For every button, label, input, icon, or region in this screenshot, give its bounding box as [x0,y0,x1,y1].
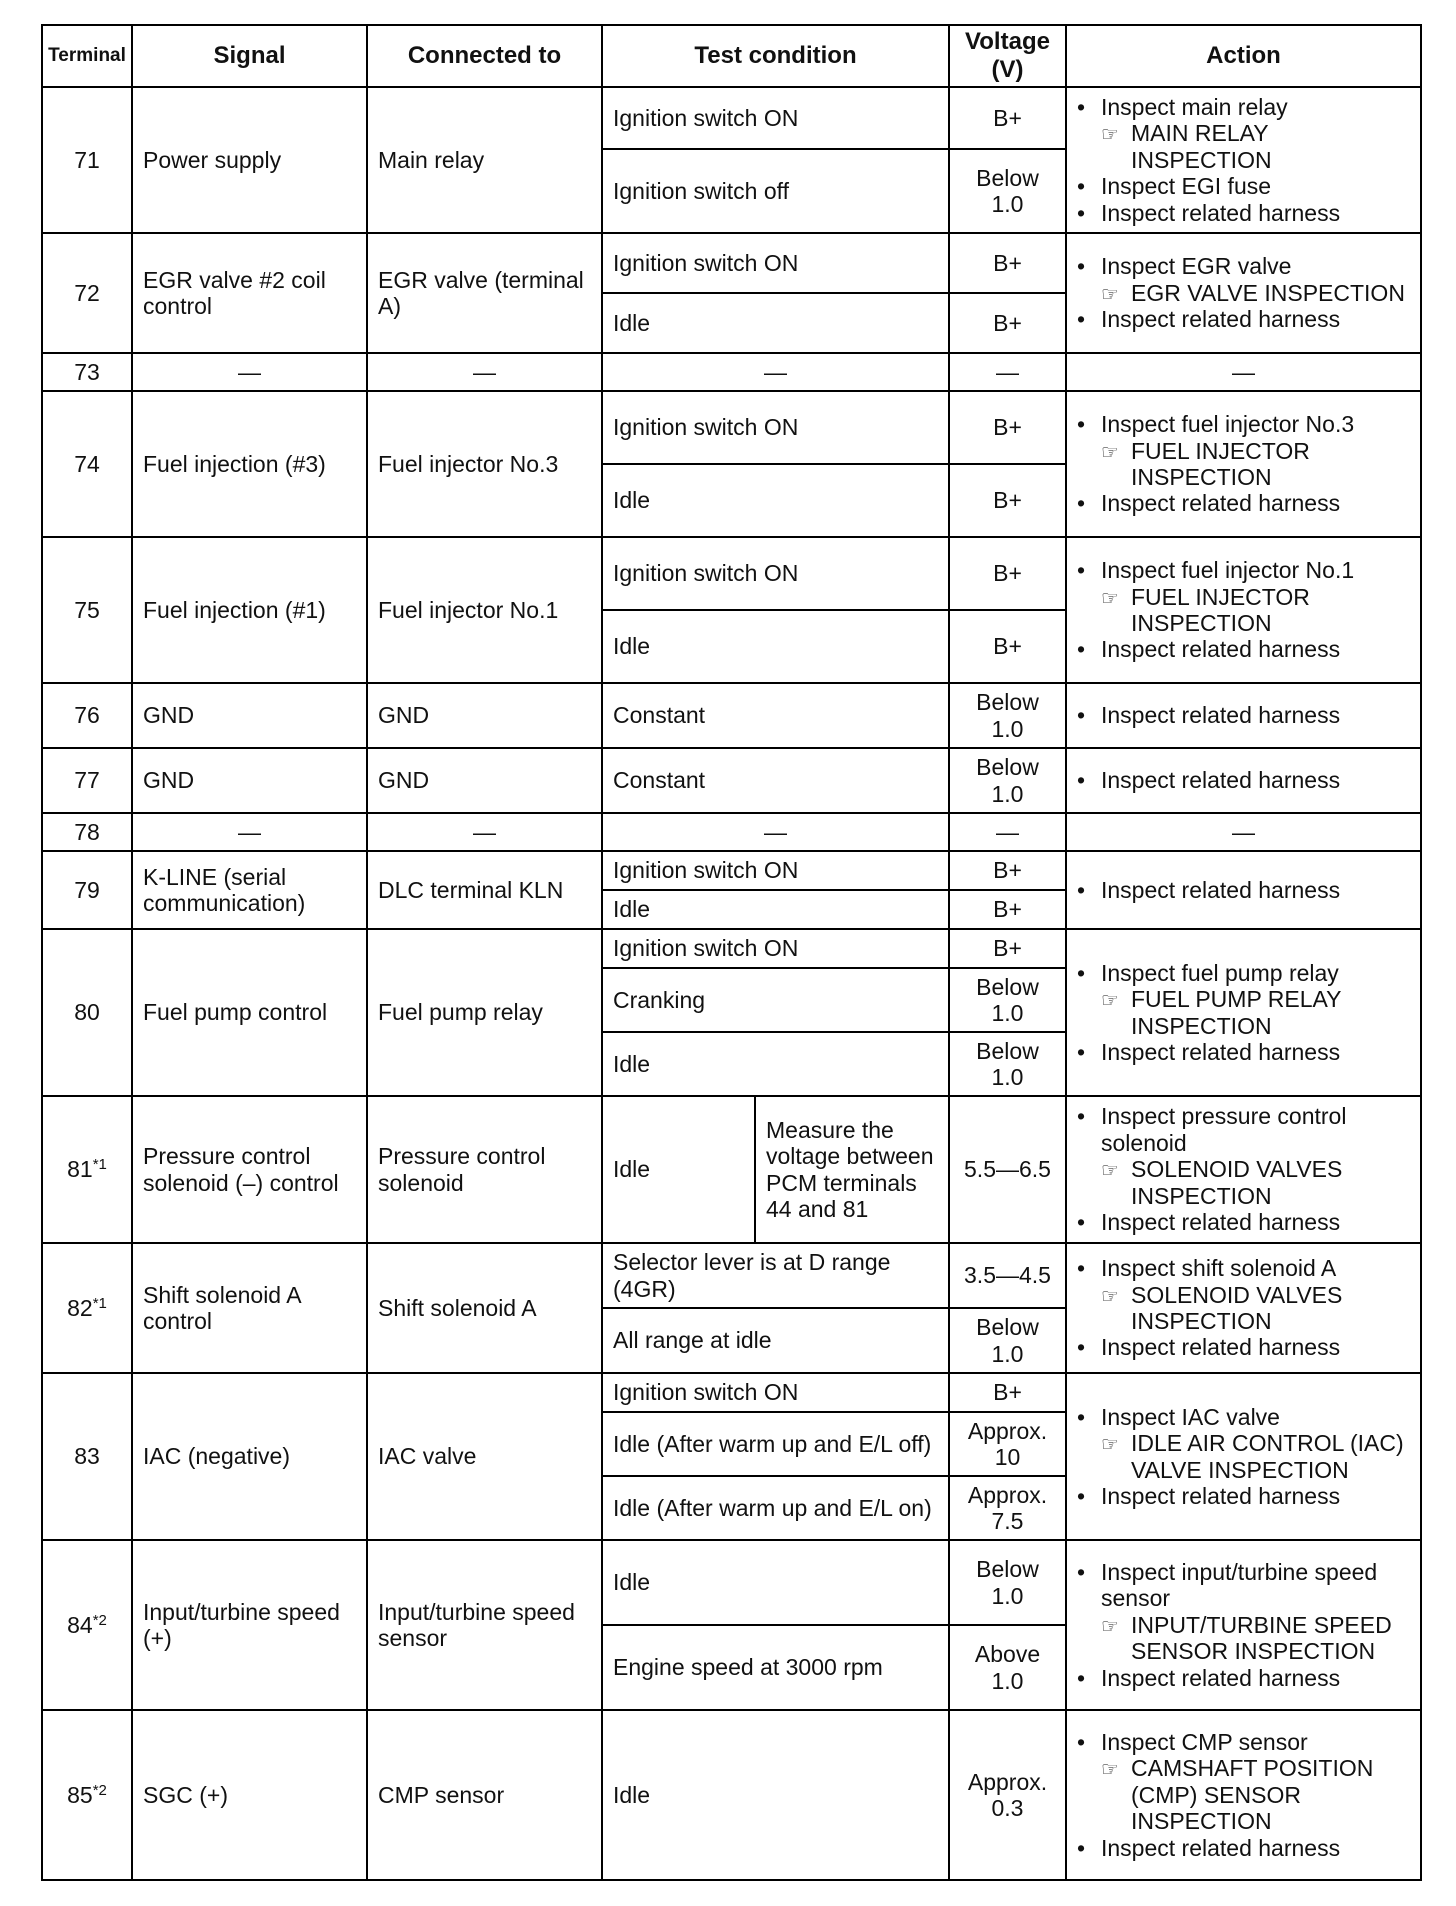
action-item: • Inspect related harness [1077,702,1341,729]
signal-cell: — [132,353,367,391]
terminal-cell: 80 [42,929,132,1096]
signal-cell: Fuel pump control [132,929,367,1096]
terminal-cell: 76 [42,683,132,748]
connected-cell: Fuel injector No.3 [367,391,602,537]
reference-link[interactable]: ☞ CAMSHAFT POSITION (CMP) SENSOR INSPECTION [1101,1755,1374,1835]
reference-link[interactable]: ☞ MAIN RELAY INSPECTION [1101,120,1272,173]
action-cell [1066,1540,1421,1710]
action-cell [1066,929,1421,1096]
action-cell [1066,683,1421,748]
bullet-icon: • [1077,1103,1086,1130]
table-row [42,391,1421,464]
header-voltage: Voltage (V) [949,25,1066,87]
signal-cell: Shift solenoid A control [132,1243,367,1373]
voltage-cell: B+ [949,1373,1066,1412]
connected-cell: Fuel pump relay [367,929,602,1096]
voltage-cell: Approx. 7.5 [949,1476,1066,1540]
header-action: Action [1066,25,1421,87]
terminal-voltage-table [41,24,1422,1881]
bullet-icon: • [1077,1403,1086,1430]
voltage-cell: Below 1.0 [949,683,1066,748]
bullet-icon: • [1077,490,1086,517]
test-condition-cell: Ignition switch ON [602,1373,949,1412]
test-condition-cell: Idle [602,890,949,929]
table-row [42,1540,1421,1625]
signal-cell: Fuel injection (#1) [132,537,367,683]
header-row [42,25,1421,87]
action-cell [1066,1373,1421,1540]
action-item: • Inspect fuel injector No.1 [1077,557,1355,584]
table-row [42,233,1421,293]
voltage-cell: — [949,353,1066,391]
bullet-icon: • [1077,306,1086,333]
signal-cell: IAC (negative) [132,1373,367,1540]
terminal-cell: 85$^{*2}$ [42,1710,132,1880]
reference-link[interactable]: ☞ FUEL INJECTOR INSPECTION [1101,583,1310,636]
signal-cell: GND [132,748,367,813]
signal-cell: Pressure control solenoid (–) control [132,1096,367,1243]
terminal-cell: 81$^{*1}$ [42,1096,132,1243]
terminal-cell: 78 [42,813,132,851]
voltage-cell: B+ [949,87,1066,149]
bullet-icon: • [1077,636,1086,663]
signal-cell: GND [132,683,367,748]
test-condition-cell: Engine speed at 3000 rpm [602,1625,949,1710]
test-condition-cell: Ignition switch ON [602,233,949,293]
hand-pointer-icon: ☞ [1101,1434,1119,1457]
action-cell [1066,1096,1421,1243]
action-item: • Inspect related harness [1077,490,1341,517]
bullet-icon: • [1077,93,1086,120]
bullet-icon: • [1077,1664,1086,1691]
terminal-cell: 77 [42,748,132,813]
connected-cell: GND [367,683,602,748]
action-item: • Inspect fuel injector No.3 [1077,411,1355,438]
hand-pointer-icon: ☞ [1101,1759,1119,1782]
signal-cell: Power supply [132,87,367,233]
header-signal: Signal [132,25,367,87]
bullet-icon: • [1077,1209,1086,1236]
action-cell [1066,537,1421,683]
action-cell [1066,233,1421,353]
hand-pointer-icon: ☞ [1101,124,1119,147]
footnote-mark: *1 [92,1294,107,1312]
terminal-cell: 84$^{*2}$ [42,1540,132,1710]
terminal-cell: 83 [42,1373,132,1540]
test-condition-cell: Cranking [602,968,949,1032]
voltage-cell: B+ [949,293,1066,353]
reference-link[interactable]: ☞ INPUT/TURBINE SPEED SENSOR INSPECTION [1101,1611,1392,1665]
terminal-cell: 75 [42,537,132,683]
action-item: • Inspect related harness [1077,876,1341,903]
action-item: • Inspect related harness [1077,1209,1341,1236]
connected-cell: EGR valve (terminal A) [367,233,602,353]
signal-cell: — [132,813,367,851]
action-item: • Inspect related harness [1077,1334,1341,1361]
action-item: • Inspect related harness [1077,306,1341,333]
test-condition-cell: — [602,353,949,391]
action-item: • Inspect IAC valve [1077,1403,1280,1430]
table-row [42,87,1421,149]
footnote-mark: *2 [92,1781,107,1799]
bullet-icon: • [1077,411,1086,438]
test-condition-cell: Ignition switch ON [602,537,949,610]
hand-pointer-icon: ☞ [1101,1285,1119,1308]
voltage-cell: Below 1.0 [949,968,1066,1032]
hand-pointer-icon: ☞ [1101,990,1119,1013]
reference-link[interactable]: ☞ EGR VALVE INSPECTION [1101,279,1405,306]
table-row [42,851,1421,890]
test-condition-cell: Idle [602,1540,949,1625]
action-item: • Inspect related harness [1077,767,1341,794]
reference-link[interactable]: ☞ FUEL INJECTOR INSPECTION [1101,437,1310,490]
hand-pointer-icon: ☞ [1101,283,1119,306]
table-row [42,1243,1421,1308]
bullet-icon: • [1077,702,1086,729]
voltage-cell: Approx. 10 [949,1412,1066,1476]
voltage-cell: B+ [949,464,1066,537]
action-item: • Inspect related harness [1077,1482,1341,1509]
hand-pointer-icon: ☞ [1101,441,1119,464]
voltage-cell: Below 1.0 [949,1308,1066,1373]
header-terminal: Terminal [42,25,132,87]
voltage-cell: 5.5—6.5 [949,1096,1066,1243]
action-item: • Inspect fuel pump relay [1077,959,1339,986]
bullet-icon: • [1077,1334,1086,1361]
hand-pointer-icon: ☞ [1101,1160,1119,1183]
action-cell [1066,391,1421,537]
test-condition-cell: Idle [602,1032,949,1096]
terminal-cell: 74 [42,391,132,537]
test-condition-cell: Idle (After warm up and E/L on) [602,1476,949,1540]
voltage-cell: B+ [949,233,1066,293]
action-item: • Inspect EGI fuse [1077,173,1272,200]
test-condition-cell: Idle [602,1710,949,1880]
reference-link[interactable]: ☞ SOLENOID VALVES INSPECTION [1101,1156,1343,1209]
action-item: • Inspect input/turbine speed sensor [1077,1558,1378,1612]
connected-cell: Pressure control solenoid [367,1096,602,1243]
voltage-cell: Below 1.0 [949,748,1066,813]
table-row [42,748,1421,813]
voltage-cell: Below 1.0 [949,1540,1066,1625]
table-row [42,683,1421,748]
voltage-cell: B+ [949,851,1066,890]
voltage-cell: B+ [949,391,1066,464]
test-condition-cell: Constant [602,683,949,748]
bullet-icon: • [1077,1834,1086,1861]
test-note-cell: Measure the voltage between PCM terminals 44 and 81 [755,1096,949,1243]
bullet-icon: • [1077,1038,1086,1065]
footnote-mark: *1 [92,1156,107,1174]
bullet-icon: • [1077,1558,1086,1585]
test-condition-cell: Idle [602,1096,755,1243]
connected-cell: — [367,813,602,851]
signal-cell: SGC (+) [132,1710,367,1880]
voltage-cell: 3.5—4.5 [949,1243,1066,1308]
terminal-cell: 72 [42,233,132,353]
connected-cell: Shift solenoid A [367,1243,602,1373]
action-cell [1066,748,1421,813]
action-cell [1066,851,1421,929]
action-cell: — [1066,353,1421,391]
action-item: • Inspect related harness [1077,1038,1341,1065]
action-cell: — [1066,813,1421,851]
action-cell [1066,1710,1421,1880]
header-test-condition: Test condition [602,25,949,87]
reference-link[interactable]: ☞ FUEL PUMP RELAY INSPECTION [1101,986,1342,1039]
action-item: • Inspect related harness [1077,199,1341,226]
connected-cell: — [367,353,602,391]
reference-link[interactable]: ☞ IDLE AIR CONTROL (IAC) VALVE INSPECTION [1101,1430,1404,1483]
table-row [42,353,1421,391]
connected-cell: CMP sensor [367,1710,602,1880]
action-cell [1066,1243,1421,1373]
connected-cell: DLC terminal KLN [367,851,602,929]
test-condition-cell: Ignition switch ON [602,391,949,464]
test-condition-cell: Idle [602,464,949,537]
footnote-mark: *2 [92,1611,107,1629]
action-item: • Inspect main relay [1077,93,1288,120]
signal-cell: K-LINE (serial communication) [132,851,367,929]
bullet-icon: • [1077,173,1086,200]
test-condition-cell: Selector lever is at D range (4GR) [602,1243,949,1308]
action-item: • Inspect related harness [1077,1834,1341,1861]
signal-cell: EGR valve #2 coil control [132,233,367,353]
test-condition-cell: All range at idle [602,1308,949,1373]
action-item: • Inspect CMP sensor [1077,1728,1308,1755]
connected-cell: IAC valve [367,1373,602,1540]
signal-cell: Fuel injection (#3) [132,391,367,537]
test-condition-cell: Constant [602,748,949,813]
voltage-cell: Above 1.0 [949,1625,1066,1710]
test-condition-cell: Idle [602,610,949,683]
bullet-icon: • [1077,959,1086,986]
table-row [42,537,1421,610]
table-row [42,813,1421,851]
action-cell [1066,87,1421,233]
test-condition-cell: Ignition switch ON [602,929,949,968]
table-row [42,1373,1421,1412]
action-item: • Inspect related harness [1077,1664,1341,1691]
terminal-cell: 73 [42,353,132,391]
test-condition-cell: Idle (After warm up and E/L off) [602,1412,949,1476]
connected-cell: Fuel injector No.1 [367,537,602,683]
bullet-icon: • [1077,876,1086,903]
voltage-cell: B+ [949,610,1066,683]
table-row [42,1710,1421,1880]
hand-pointer-icon: ☞ [1101,1615,1119,1638]
table-row [42,929,1421,968]
action-item: • Inspect EGR valve [1077,253,1292,280]
bullet-icon: • [1077,199,1086,226]
hand-pointer-icon: ☞ [1101,587,1119,610]
bullet-icon: • [1077,557,1086,584]
voltage-cell: Approx. 0.3 [949,1710,1066,1880]
reference-link[interactable]: ☞ SOLENOID VALVES INSPECTION [1101,1281,1343,1334]
bullet-icon: • [1077,1255,1086,1282]
voltage-cell: Below 1.0 [949,1032,1066,1096]
voltage-cell: Below 1.0 [949,149,1066,233]
test-condition-cell: Ignition switch ON [602,87,949,149]
voltage-cell: B+ [949,537,1066,610]
bullet-icon: • [1077,1728,1086,1755]
terminal-cell: 79 [42,851,132,929]
bullet-icon: • [1077,1482,1086,1509]
test-condition-cell: — [602,813,949,851]
bullet-icon: • [1077,253,1086,280]
connected-cell: Input/turbine speed sensor [367,1540,602,1710]
test-condition-cell: Idle [602,293,949,353]
action-item: • Inspect related harness [1077,636,1341,663]
test-condition-cell: Ignition switch ON [602,851,949,890]
test-condition-cell: Ignition switch off [602,149,949,233]
table-row [42,1096,1421,1243]
connected-cell: GND [367,748,602,813]
connected-cell: Main relay [367,87,602,233]
action-item: • Inspect pressure control solenoid [1077,1103,1347,1156]
terminal-cell: 82$^{*1}$ [42,1243,132,1373]
action-item: • Inspect shift solenoid A [1077,1255,1337,1282]
bullet-icon: • [1077,767,1086,794]
voltage-cell: B+ [949,890,1066,929]
voltage-cell: B+ [949,929,1066,968]
signal-cell: Input/turbine speed (+) [132,1540,367,1710]
terminal-cell: 71 [42,87,132,233]
voltage-cell: — [949,813,1066,851]
header-connected-to: Connected to [367,25,602,87]
